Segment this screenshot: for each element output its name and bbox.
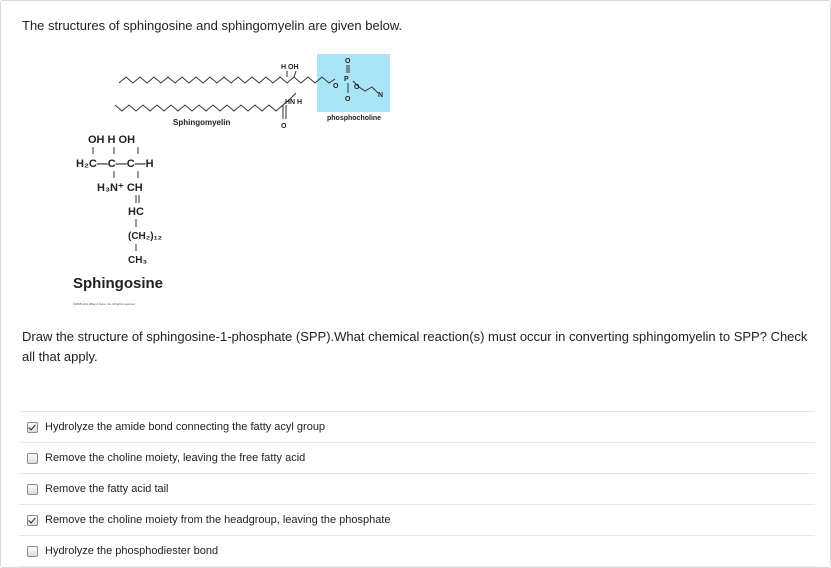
option-remove-choline-leave-phosphate[interactable] [19,504,815,535]
question-text: Draw the structure of sphingosine-1-phosphate (SPP).What chemical reaction(s) must occur in converting sphingomyelin to SPP? Check all that apply. [22,329,808,364]
sphingosine-label: Sphingosine [73,275,163,292]
option-label: Remove the choline moiety from the headgroup, leaving the phosphate [45,514,391,526]
o-ester-right-atom: O [354,84,360,91]
phosphocholine-label: phosphocholine [327,115,382,122]
phosphate-o-top-atom: O [345,58,351,65]
h2c-c-c-h-row: H₂C—C—C—H [76,158,154,170]
checkbox-icon[interactable] [27,515,38,526]
option-label: Remove the fatty acid tail [45,483,169,495]
checkbox-icon[interactable] [27,546,38,557]
hc-row: HC [128,206,144,218]
checkbox-icon[interactable] [27,422,38,433]
o-minus-bottom-atom: O [345,96,351,103]
oh-h-oh-row: OH H OH [88,134,136,146]
h3n-ch-row: H₃N⁺ CH [97,182,143,194]
option-label: Hydrolyze the amide bond connecting the fatty acyl group [45,421,326,433]
option-remove-fatty-acid-tail[interactable] [19,473,815,504]
p-atom: P [344,76,349,83]
option-remove-choline-free-fatty-acid[interactable] [19,442,815,473]
option-hydrolyze-phosphodiester[interactable] [19,535,815,567]
o-ester-atom: O [333,83,339,90]
ch2-12-row: (CH₂)₁₂ [128,231,163,242]
checkbox-icon[interactable] [27,453,38,464]
answer-options [19,411,815,567]
intro-text: The structures of sphingosine and sphingomyelin are given below. [22,18,403,33]
n-plus-atom: N [378,92,384,99]
sphingomyelin-label: Sphingomyelin [173,118,231,127]
phosphocholine-highlight [317,54,390,112]
option-label: Hydrolyze the phosphodiester bond [45,545,219,557]
structures-figure [1,1,831,321]
ch3-row: CH₃ [128,255,148,266]
hn-h-atoms: HN H [285,99,303,106]
h-oh-top-atoms: H OH [281,64,299,71]
copyright-text: ©2008 John Wiley & Sons, Inc. All rights reserved. [73,302,136,306]
checkbox-icon[interactable] [27,484,38,495]
option-label: Remove the choline moiety, leaving the free fatty acid [45,452,306,464]
amide-o-atom: O [281,123,287,130]
structures-svg [1,1,831,321]
option-hydrolyze-amide[interactable] [19,411,815,442]
sphingosine-chain [119,77,315,83]
fatty-acyl-chain [115,93,296,111]
